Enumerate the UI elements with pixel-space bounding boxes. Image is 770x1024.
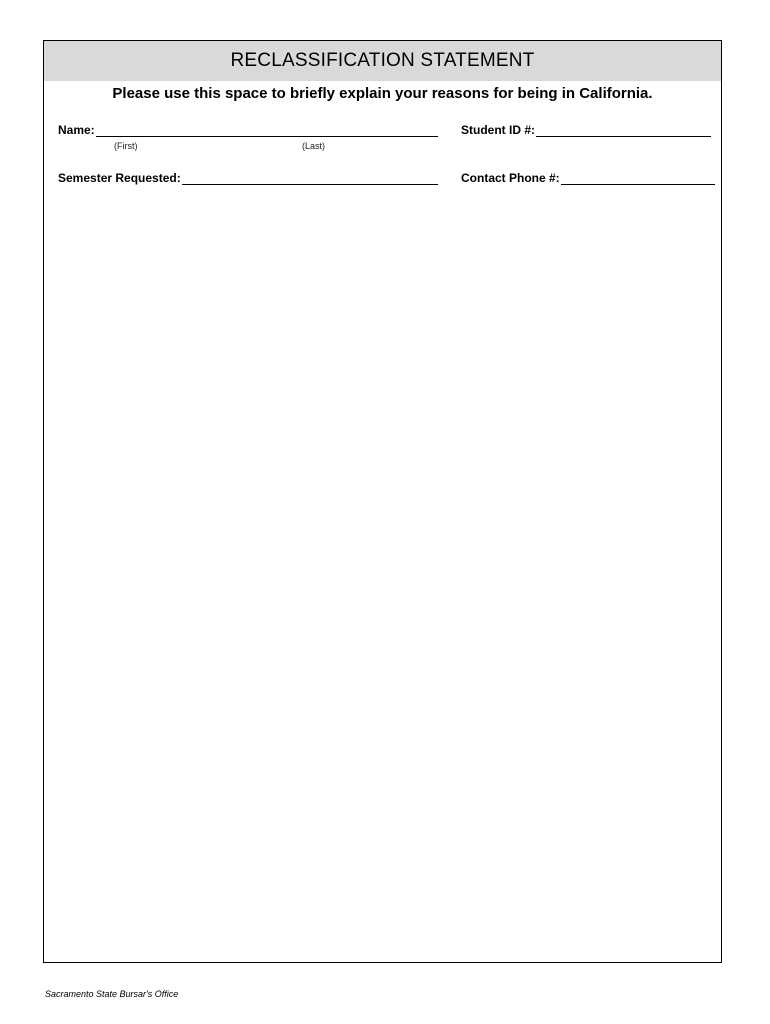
reclassification-form — [43, 40, 722, 963]
form-instructions: Please use this space to briefly explain your reasons for being in California. — [112, 85, 653, 102]
student-id-input-line[interactable] — [536, 124, 711, 137]
name-label: Name: — [58, 123, 95, 137]
footer-office-name: Sacramento State Bursar's Office — [45, 989, 179, 999]
student-id-label: Student ID #: — [461, 123, 535, 137]
name-input-line[interactable] — [96, 124, 438, 137]
semester-requested-label: Semester Requested: — [58, 171, 181, 185]
contact-phone-field[interactable] — [461, 171, 715, 185]
statement-response-area[interactable] — [44, 201, 721, 961]
form-title: RECLASSIFICATION STATEMENT — [230, 50, 535, 71]
last-name-hint: (Last) — [302, 141, 326, 151]
contact-phone-input-line[interactable] — [561, 172, 715, 185]
title-bar — [44, 41, 721, 81]
name-field[interactable] — [58, 123, 438, 137]
semester-requested-input-line[interactable] — [182, 172, 438, 185]
contact-phone-label: Contact Phone #: — [461, 171, 560, 185]
first-name-hint: (First) — [114, 141, 138, 151]
student-id-field[interactable] — [461, 123, 711, 137]
semester-requested-field[interactable] — [58, 171, 438, 185]
